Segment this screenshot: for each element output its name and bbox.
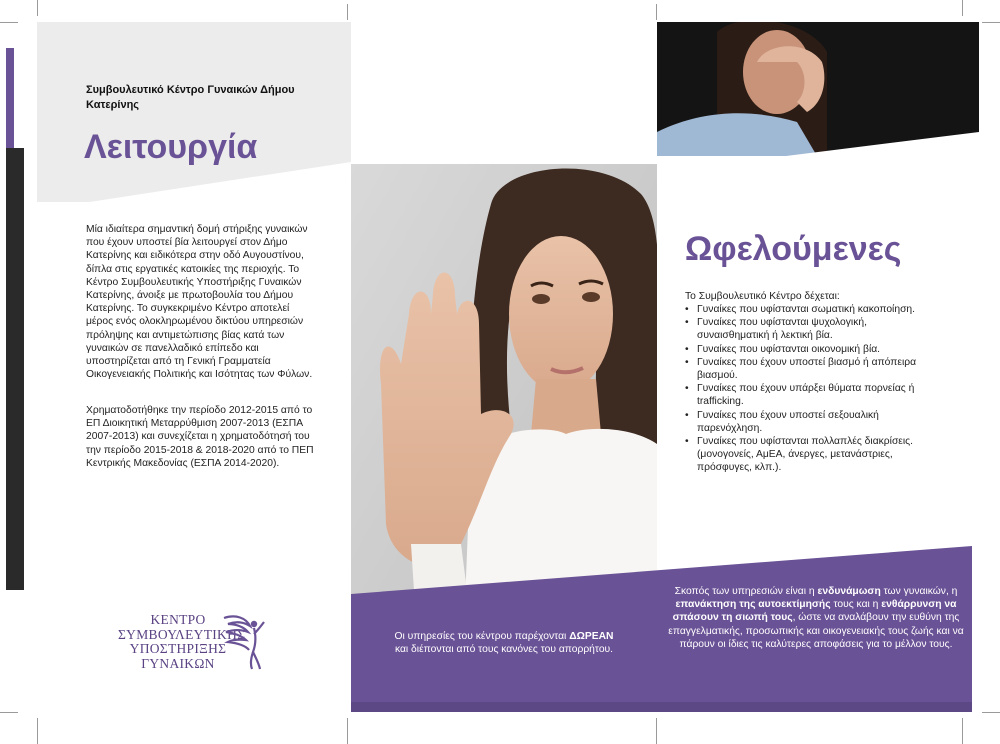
crop-mark: [37, 718, 38, 744]
beneficiary-text: Γυναίκες που υφίστανται σωματική κακοποίηση.: [697, 304, 916, 315]
list-item: [685, 435, 935, 475]
crop-mark: [656, 718, 657, 744]
bullet-icon: •: [685, 436, 689, 448]
bullet-icon: •: [685, 317, 689, 329]
crop-mark: [656, 4, 657, 20]
logo-line: ΓΥΝΑΙΚΩΝ: [141, 655, 215, 671]
section-title-operation: Λειτουργία: [84, 128, 258, 166]
crop-mark: [962, 718, 963, 744]
list-item: [685, 382, 935, 408]
bleed-accent-strip: [0, 48, 24, 148]
beneficiary-text: Γυναίκες που υφίστανται ψυχολογική, συναισθηματική ή λεκτική βία.: [697, 317, 867, 342]
list-item: [685, 356, 935, 382]
operation-paragraph-2: Χρηματοδοτήθηκε την περίοδο 2012-2015 από το ΕΠ Διοικητική Μεταρρύθμιση 2007-2013 (ΕΣΠΑ 2007-2013) και συνεχίζεται η χρηματοδότησή του την περίοδο 2015-2018 & 2018-2020 από το ΠΕΠ Κεντρικής Μακεδονίας (ΕΣΠΑ 2014-2020).: [86, 405, 314, 469]
logo-line: ΥΠΟΣΤΗΡΙΞΗΣ: [129, 641, 227, 656]
winged-woman-icon: [220, 612, 268, 670]
beneficiary-text: Γυναίκες που υφίστανται πολλαπλές διακρίσεις. (μονογονείς, ΑμΕΑ, άνεργες, μετανάστριες, πρόσφυγες, κλπ.).: [697, 436, 913, 474]
beneficiaries-intro: Το Συμβουλευτικό Κέντρο δέχεται:: [685, 291, 840, 302]
beneficiary-text: Γυναίκες που έχουν υποστεί βιασμό ή απόπειρα βιασμού.: [697, 356, 917, 382]
purpose-text: , ώστε να αναλάβουν την ευθύνη της επαγγελματικής, προσωπικής και οικογενειακής τους ζωής και να πάρουν οι ίδιες τις καλύτερες αποφάσεις για το μέλλον τους.: [668, 612, 964, 650]
beneficiary-text: Γυναίκες που έχουν υποστεί σεξουαλική παρενόχληση.: [697, 409, 879, 434]
crop-mark: [982, 712, 1000, 713]
purpose-emphasis: ενδυνάμωση: [817, 586, 881, 597]
crop-mark: [0, 712, 18, 713]
bullet-icon: •: [685, 343, 689, 355]
beneficiaries-list: [685, 303, 935, 475]
list-item: [685, 343, 935, 356]
bleed-photo-strip: [6, 148, 24, 590]
crop-mark: [982, 22, 1000, 23]
purpose-emphasis: επανάκτηση της αυτοεκτίμησής: [675, 599, 831, 611]
note-text: και διέπονται από τους κανόνες του απορρήτου.: [394, 644, 614, 655]
beneficiary-text: Γυναίκες που έχουν υπάρξει θύματα πορνείας ή trafficking.: [697, 383, 915, 408]
free-services-note: [360, 630, 648, 656]
crop-mark: [962, 0, 963, 16]
crop-mark: [37, 0, 38, 16]
list-item: [685, 303, 935, 316]
purpose-text: τους και η: [830, 599, 882, 611]
distressed-girl-photo: [657, 22, 979, 156]
list-item: [685, 316, 935, 342]
note-text: Οι υπηρεσίες του κέντρου παρέχονται: [394, 631, 570, 642]
bullet-icon: •: [685, 383, 689, 395]
bullet-icon: •: [685, 356, 689, 368]
purpose-emphasis: ενθάρρυνση να σπάσουν τη σιωπή τους: [672, 599, 957, 624]
organization-name: Συμβουλευτικό Κέντρο Γυναικών Δήμου Κατερίνης: [86, 84, 295, 111]
services-purpose-statement: [668, 585, 964, 651]
crop-mark: [347, 4, 348, 20]
crop-mark: [347, 718, 348, 744]
purpose-text: Σκοπός των υπηρεσιών είναι η: [674, 586, 818, 597]
logo-line: ΚΕΝΤΡΟ: [150, 612, 206, 627]
list-item: [685, 409, 935, 435]
crop-mark: [0, 22, 18, 23]
bullet-icon: •: [685, 304, 689, 315]
operation-paragraph-1: Μία ιδιαίτερα σημαντική δομή στήριξης γυναικών που έχουν υποστεί βία λειτουργεί στον Δήμο Κατερίνης και ειδικότερα στην οδό Αυγουστίνου, δίπλα στις εργατικές κατοικίες της περιοχής. Το Κέντρο Συμβουλευτικής Υποστήριξης Γυναικών Κατερίνης, άνοιξε με πρωτοβουλία του Δήμου Κατερίνης. Το συγκεκριμένο Κέντρο αποτελεί μέρος ενός ολοκληρωμένου δικτύου υπηρεσιών πρόληψης και αντιμετώπισης βίας κατά των γυναικών σε πανελλαδικό επίπεδο και υποστηρίζεται από τη Γενική Γραμματεία Οικογενειακής Πολιτικής και Ισότητας των Φύλων.: [86, 224, 313, 381]
note-free-emphasis: ΔΩΡΕΑΝ: [569, 631, 614, 642]
bullet-icon: •: [685, 409, 689, 421]
logo-line: ΣΥΜΒΟΥΛΕΥΤΙΚΗΣ: [118, 626, 246, 642]
purpose-text: των γυναικών, η: [880, 586, 958, 597]
section-title-beneficiaries: Ωφελούμενες: [685, 230, 902, 268]
beneficiary-text: Γυναίκες που υφίστανται οικονομική βία.: [697, 343, 881, 355]
